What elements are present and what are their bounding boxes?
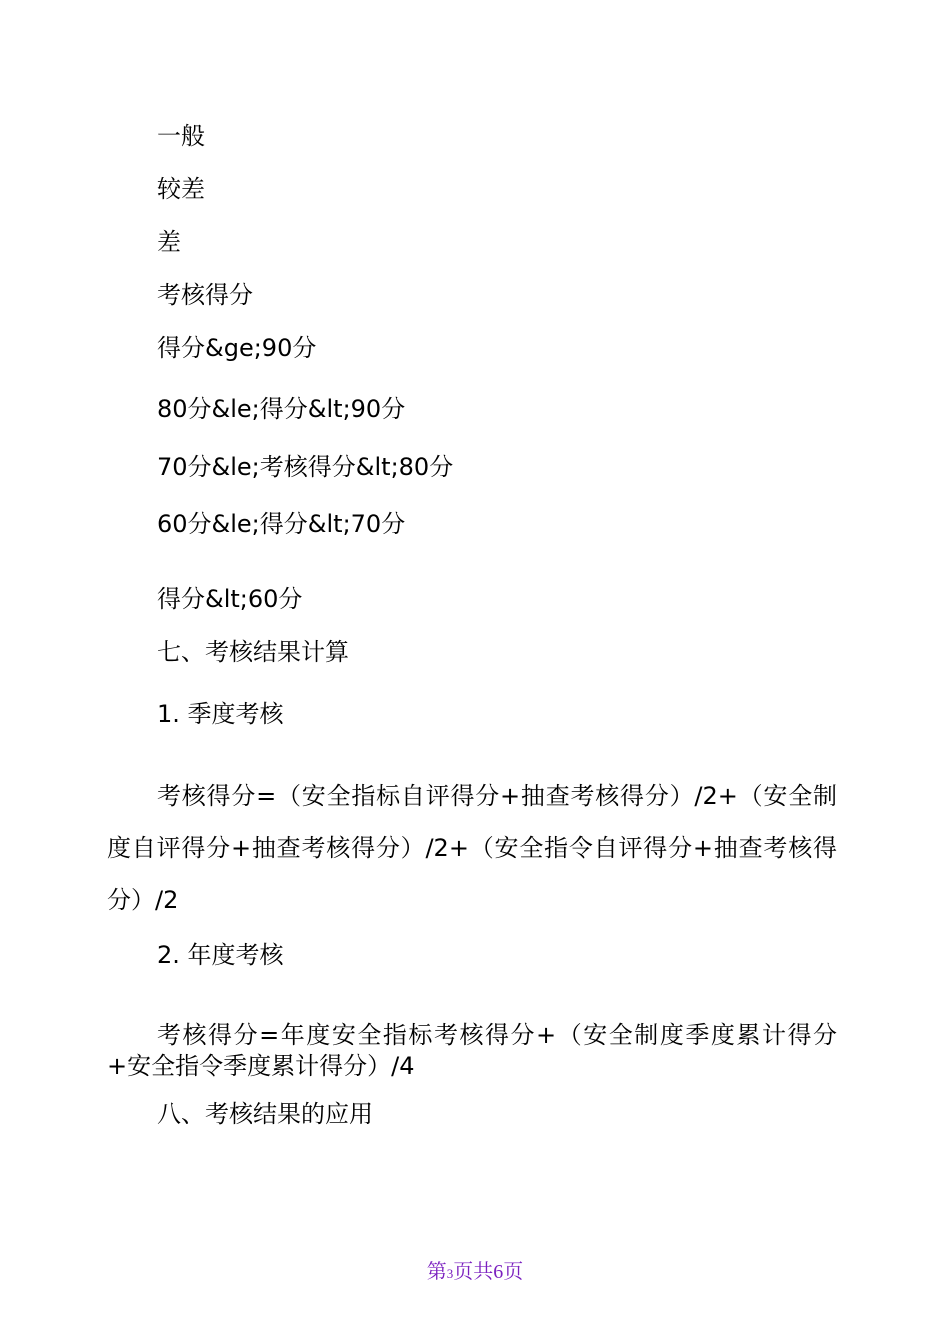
- footer-total-pages: 6: [493, 1261, 504, 1283]
- rating-bad: 差: [157, 228, 181, 256]
- quarterly-formula: 考核得分=（安全指标自评得分+抽查考核得分）/2+（安全制度自评得分+抽查考核得分）/2+（安全指令自评得分+抽查考核得分）/2: [107, 782, 837, 914]
- score-range-5: 得分&lt;60分: [157, 585, 303, 613]
- footer-middle: 页共: [453, 1261, 494, 1283]
- score-range-1: 得分&ge;90分: [157, 334, 317, 362]
- footer-current-page: 3: [446, 1266, 454, 1281]
- page-footer: [0, 1259, 950, 1287]
- section-7-heading: 七、考核结果计算: [157, 638, 349, 666]
- score-range-3: 70分&le;考核得分&lt;80分: [157, 453, 454, 481]
- annual-heading: 2. 年度考核: [157, 941, 284, 969]
- score-header: 考核得分: [157, 281, 253, 309]
- annual-formula: 考核得分=年度安全指标考核得分+（安全制度季度累计得分+安全指令季度累计得分）/4: [107, 1021, 837, 1080]
- rating-general: 一般: [157, 122, 205, 150]
- score-range-4: 60分&le;得分&lt;70分: [157, 510, 406, 538]
- rating-poor: 较差: [157, 175, 205, 203]
- footer-suffix: 页: [503, 1261, 524, 1283]
- score-range-2: 80分&le;得分&lt;90分: [157, 395, 406, 423]
- footer-prefix: 第: [426, 1261, 447, 1283]
- section-8-heading: 八、考核结果的应用: [157, 1100, 373, 1128]
- quarterly-heading: 1. 季度考核: [157, 700, 284, 728]
